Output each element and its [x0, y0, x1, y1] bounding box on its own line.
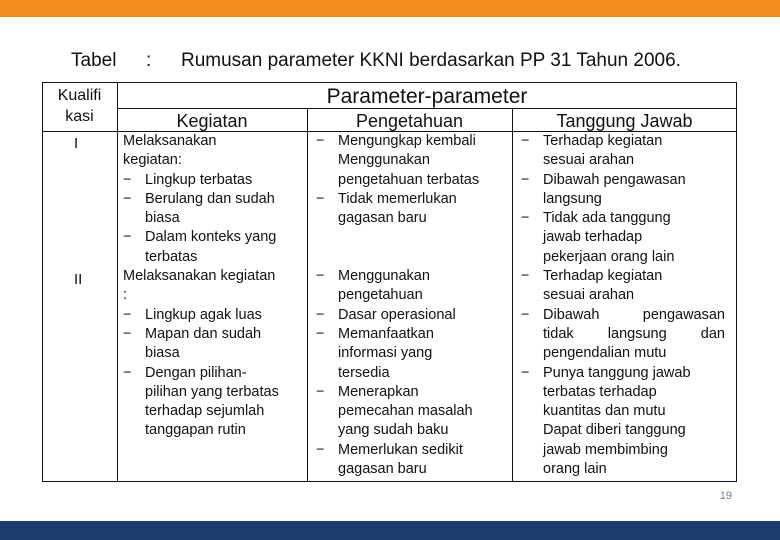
tanggung-l2-item2c: pengendalian mutu [543, 345, 667, 362]
dash-bullet: − [123, 190, 132, 207]
pengetahuan-cell [316, 132, 506, 479]
tanggung-l2-item2a2: pengawasan [642, 306, 725, 323]
pengetahuan-l1-item1b: Menggunakan [338, 152, 430, 169]
header-parameters: Parameter-parameter [326, 85, 528, 108]
tanggung-l1-item3b: jawab terhadap [543, 229, 643, 246]
kegiatan-l1-item1: Lingkup terbatas [145, 171, 253, 188]
header-qualification [42, 85, 117, 127]
kegiatan-cell [123, 132, 305, 441]
list-item-cont [123, 209, 305, 228]
list-item [316, 306, 506, 325]
header-pengetahuan: Pengetahuan [355, 111, 464, 131]
header-kegiatan: Kegiatan [176, 111, 248, 131]
dash-bullet: − [521, 171, 530, 188]
level-label-2: II [74, 271, 83, 288]
list-item-cont [316, 286, 506, 305]
pengetahuan-l2-item3c: tersedia [338, 364, 390, 381]
caption-label: Tabel [71, 50, 117, 71]
tanggung-jawab-cell [521, 132, 733, 479]
list-item-cont [521, 441, 733, 460]
list-item [521, 171, 733, 190]
kegiatan-l1-intro2: kegiatan: [123, 152, 182, 169]
list-item-cont [521, 190, 733, 209]
list-item [316, 132, 506, 151]
list-item-cont [521, 344, 733, 363]
kegiatan-l2-item3b: pilihan yang terbatas [145, 383, 279, 400]
pengetahuan-l2-item5a: Memerlukan sedikit [338, 441, 463, 458]
list-item [123, 306, 305, 325]
pengetahuan-l2-item3a: Memanfaatkan [338, 325, 434, 342]
list-item-cont [316, 421, 506, 440]
pengetahuan-l2-item4b: pemecahan masalah [338, 403, 473, 420]
pengetahuan-l2-item1b: pengetahuan [338, 287, 423, 304]
kegiatan-l1-item3b: terbatas [145, 248, 198, 265]
dash-bullet: − [521, 268, 530, 285]
table-divider-kegiatan [307, 108, 308, 482]
tanggung-l2-item2a: Dibawah [543, 306, 600, 323]
dash-bullet: − [521, 210, 530, 227]
list-item-cont [316, 402, 506, 421]
kegiatan-l2-intro2: : [123, 287, 128, 304]
list-item [123, 228, 305, 247]
list-item [521, 132, 733, 151]
tanggung-l2-item2b2: langsung [607, 325, 667, 342]
list-item-cont [316, 344, 506, 363]
spacer [316, 248, 506, 267]
tanggung-l2-item3b: terbatas terhadap [543, 383, 657, 400]
list-item-cont [521, 248, 733, 267]
list-item [521, 209, 733, 228]
list-item [123, 364, 305, 383]
list-item-cont [521, 383, 733, 402]
dash-bullet: − [316, 325, 325, 342]
dash-bullet: − [123, 229, 132, 246]
tanggung-l2-item4b: jawab membimbing [543, 441, 668, 458]
dash-bullet: − [316, 133, 325, 149]
list-item-cont [123, 248, 305, 267]
caption-text: Rumusan parameter KKNI berdasarkan PP 31 Tahun 2006. [181, 50, 681, 71]
kegiatan-l2-item3a: Dengan pilihan- [145, 364, 247, 381]
dash-bullet: − [316, 268, 325, 285]
dash-bullet: − [123, 364, 132, 381]
table-divider-pengetahuan [512, 108, 513, 482]
spacer [316, 228, 506, 247]
kegiatan-l2-item3d: tanggapan rutin [145, 422, 246, 439]
dash-bullet: − [316, 383, 325, 400]
list-item [521, 267, 733, 286]
list-item [316, 325, 506, 344]
caption-colon: : [146, 50, 152, 71]
pengetahuan-l1-item1c: pengetahuan terbatas [338, 171, 480, 188]
top-accent-bar [0, 0, 780, 17]
tanggung-l1-item3a: Tidak ada tanggung [543, 210, 671, 227]
dash-bullet: − [316, 190, 325, 207]
pengetahuan-l1-item2a: Tidak memerlukan [338, 190, 457, 207]
kegiatan-l2-item2b: biasa [145, 345, 180, 362]
level-label-1: I [74, 135, 79, 152]
dash-bullet: − [123, 325, 132, 342]
header-qualification-line1: Kualifi [57, 87, 102, 104]
pengetahuan-l1-item1a: Mengungkap kembali [338, 133, 476, 149]
dash-bullet: − [123, 306, 132, 323]
pengetahuan-l2-item4c: yang sudah baku [338, 422, 449, 439]
list-item [123, 190, 305, 209]
pengetahuan-l2-item5b: gagasan baru [338, 461, 427, 478]
tanggung-l1-item3c: pekerjaan orang lain [543, 248, 675, 265]
page-number: 19 [719, 490, 732, 502]
kegiatan-l2-item1: Lingkup agak luas [145, 306, 262, 323]
list-item-cont [123, 344, 305, 363]
list-item-cont [521, 421, 733, 440]
list-item-cont [521, 402, 733, 421]
list-item-cont [123, 402, 305, 421]
tanggung-l1-item2a: Dibawah pengawasan [543, 171, 686, 188]
list-item-cont [521, 228, 733, 247]
list-item-cont [521, 460, 733, 479]
kegiatan-l1-item2a: Berulang dan sudah [145, 190, 275, 207]
bottom-accent-bar [0, 521, 780, 540]
kegiatan-l1-item2b: biasa [145, 210, 180, 227]
list-item-cont [316, 151, 506, 170]
list-item [521, 306, 725, 325]
list-item-cont [316, 209, 506, 228]
tanggung-l2-item4a: Dapat diberi tanggung [543, 422, 686, 439]
list-item [521, 364, 733, 383]
list-item-cont [123, 383, 305, 402]
tanggung-l2-item3a: Punya tanggung jawab [543, 364, 691, 381]
tanggung-l2-item2b3: dan [700, 325, 725, 342]
tanggung-l1-item1a: Terhadap kegiatan [543, 133, 663, 149]
tanggung-l2-item4c: orang lain [543, 461, 607, 478]
header-tanggung-jawab: Tanggung Jawab [556, 111, 693, 131]
pengetahuan-l2-item3b: informasi yang [338, 345, 433, 362]
kegiatan-l1-intro1: Melaksanakan [123, 133, 217, 149]
dash-bullet: − [521, 133, 530, 149]
tanggung-l1-item2b: langsung [543, 190, 602, 207]
dash-bullet: − [123, 171, 132, 188]
kegiatan-l2-item3c: terhadap sejumlah [145, 403, 265, 420]
list-item [316, 190, 506, 209]
kegiatan-l2-item2a: Mapan dan sudah [145, 325, 262, 342]
tanggung-l2-item1b: sesuai arahan [543, 287, 635, 304]
dash-bullet: − [521, 364, 530, 381]
table-divider-qualification [117, 82, 118, 482]
list-item [316, 441, 506, 460]
dash-bullet: − [316, 441, 325, 458]
list-item-cont [521, 151, 733, 170]
pengetahuan-l2-item2: Dasar operasional [338, 306, 456, 323]
list-item [316, 383, 506, 402]
tanggung-l2-item3c: kuantitas dan mutu [543, 403, 666, 420]
kegiatan-l2-intro1: Melaksanakan kegiatan [123, 268, 276, 285]
list-item [123, 325, 305, 344]
list-item-cont [123, 421, 305, 440]
kegiatan-l1-item3a: Dalam konteks yang [145, 229, 277, 246]
list-item-cont [316, 171, 506, 190]
pengetahuan-l2-item1a: Menggunakan [338, 268, 430, 285]
header-qualification-line2: kasi [65, 108, 94, 125]
tanggung-l2-item2b1: tidak [543, 325, 574, 342]
pengetahuan-l1-item2b: gagasan baru [338, 210, 427, 227]
tanggung-l2-item1a: Terhadap kegiatan [543, 268, 663, 285]
dash-bullet: − [521, 306, 530, 323]
list-item-cont [521, 325, 725, 344]
list-item [123, 171, 305, 190]
dash-bullet: − [316, 306, 325, 323]
tanggung-l1-item1b: sesuai arahan [543, 152, 635, 169]
pengetahuan-l2-item4a: Menerapkan [338, 383, 419, 400]
list-item [316, 267, 506, 286]
list-item-cont [316, 364, 506, 383]
list-item-cont [316, 460, 506, 479]
list-item-cont [521, 286, 733, 305]
